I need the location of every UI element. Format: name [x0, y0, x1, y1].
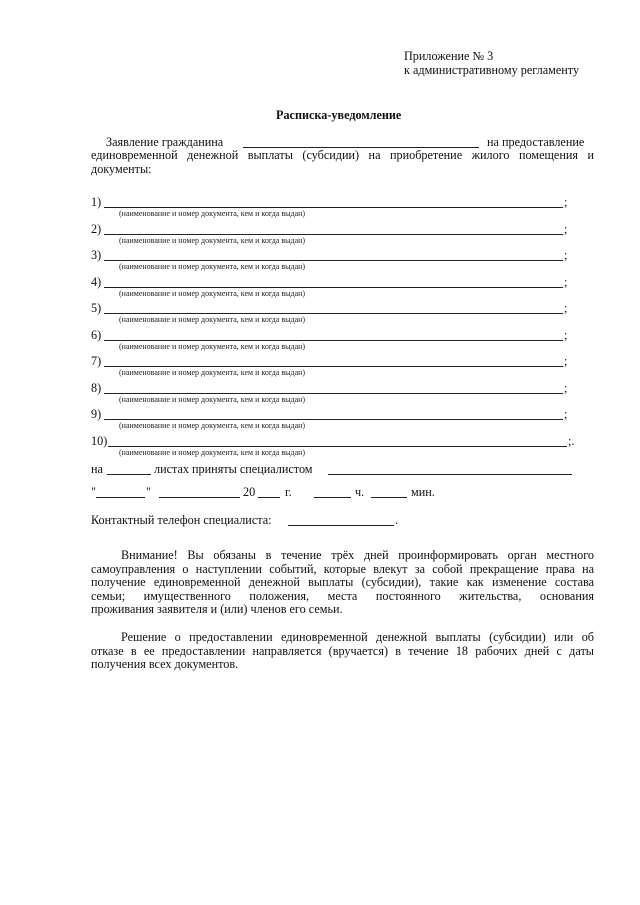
intro-line-3: документы: — [91, 161, 152, 176]
year-suffix: г. — [285, 485, 292, 499]
contact-phone-line[interactable] — [288, 525, 394, 526]
month-line[interactable] — [159, 497, 240, 498]
specialist-name-line[interactable] — [328, 474, 572, 475]
document-item-number: 10) — [91, 433, 108, 448]
intro-paragraph — [91, 149, 594, 176]
year-line[interactable] — [258, 497, 280, 498]
document-item-hint: (наименование и номер документа, кем и когда выдан) — [119, 235, 306, 245]
document-item-number: 4) — [91, 274, 102, 289]
document-item-hint: (наименование и номер документа, кем и когда выдан) — [119, 341, 306, 351]
document-item-end: ; — [564, 248, 568, 262]
document-item-line[interactable] — [104, 260, 563, 261]
document-item-number: 3) — [91, 248, 102, 262]
document-title: Расписка-уведомление — [276, 108, 402, 122]
document-item-line[interactable] — [104, 207, 563, 208]
document-item-hint: (наименование и номер документа, кем и когда выдан) — [119, 394, 306, 404]
document-item-end: ; — [564, 380, 568, 395]
received-on: на — [91, 462, 103, 476]
quote-open: " — [91, 485, 96, 499]
notice-p1-line-2: самоуправления о наступлении событий, которые влекут за собой прекращение права на — [91, 561, 594, 576]
document-item-line[interactable] — [104, 287, 563, 288]
document-item-number: 5) — [91, 301, 102, 315]
notice-p2-line-1: Решение о предоставлении единовременной денежной выплаты (субсидии) или об — [121, 630, 594, 644]
document-item-hint: (наименование и номер документа, кем и когда выдан) — [119, 288, 306, 298]
document-item-hint: (наименование и номер документа, кем и когда выдан) — [119, 262, 306, 271]
document-item-end: ; — [564, 195, 568, 209]
document-item-line[interactable] — [104, 419, 563, 420]
document-item-number: 9) — [91, 407, 102, 421]
document-item-hint: (наименование и номер документа, кем и когда выдан) — [119, 368, 306, 377]
quote-close: " — [146, 485, 151, 499]
document-item-number: 2) — [91, 221, 102, 236]
appendix-line-2: к административному регламенту — [404, 63, 580, 77]
minutes-label: мин. — [411, 485, 435, 499]
intro-end: на предоставление — [487, 135, 585, 149]
document-item-end: ; — [564, 221, 568, 236]
document-item-end: ; — [564, 301, 568, 315]
document-item-end: ; — [564, 327, 568, 342]
document-item-number: 1) — [91, 195, 102, 209]
document-item-hint: (наименование и номер документа, кем и когда выдан) — [119, 447, 306, 457]
contact-label: Контактный телефон специалиста: — [91, 513, 272, 527]
notice-paragraph-1 — [91, 549, 594, 617]
intro-start: Заявление гражданина — [106, 135, 224, 149]
document-item-line[interactable] — [108, 446, 567, 447]
document-item-end: ; — [564, 354, 568, 368]
document-item-line[interactable] — [104, 366, 563, 367]
document-item-line[interactable] — [104, 234, 563, 235]
hours-line[interactable] — [314, 497, 351, 498]
appendix-line-1: Приложение № 3 — [404, 49, 494, 63]
document-item-line[interactable] — [104, 340, 563, 341]
notice-p1-line-1: Внимание! Вы обязаны в течение трёх дней проинформировать орган местного — [121, 548, 594, 562]
document-item-number: 8) — [91, 380, 102, 395]
document-item-hint: (наименование и номер документа, кем и когда выдан) — [119, 315, 306, 324]
year-prefix: 20 — [243, 485, 256, 499]
sheets-count-line[interactable] — [107, 474, 151, 475]
document-item-end: ; — [564, 407, 568, 421]
document-item-hint: (наименование и номер документа, кем и когда выдан) — [119, 421, 306, 430]
notice-p2-line-3: получения всех документов. — [91, 657, 239, 672]
notice-p1-line-5: проживания заявителя и (или) членов его семьи. — [91, 602, 343, 617]
document-item-end: ; — [564, 274, 568, 289]
document-item-line[interactable] — [104, 313, 563, 314]
received-sheets-text: листах приняты специалистом — [154, 462, 313, 476]
hours-label: ч. — [355, 485, 365, 499]
document-item-number: 7) — [91, 354, 102, 368]
minutes-line[interactable] — [371, 497, 407, 498]
document-item-line[interactable] — [104, 393, 563, 394]
document-item-hint: (наименование и номер документа, кем и когда выдан) — [119, 209, 306, 218]
notice-p1-line-4: семьи; имущественного положения, места постоянного жительства, основания — [91, 588, 594, 603]
document-item-end: ;. — [568, 433, 575, 448]
notice-p2-line-2: отказе в ее предоставлении направляется (вручается) в течение 18 рабочих дней с даты — [91, 643, 594, 658]
notice-paragraph-2 — [91, 631, 594, 672]
intro-line-2: единовременной денежной выплаты (субсидии) на приобретение жилого помещения и — [91, 148, 594, 162]
day-line[interactable] — [96, 497, 145, 498]
contact-end: . — [395, 513, 399, 527]
document-item-number: 6) — [91, 327, 102, 342]
notice-p1-line-3: получение единовременной денежной выплаты (субсидии), такие как изменение состава — [91, 575, 594, 590]
